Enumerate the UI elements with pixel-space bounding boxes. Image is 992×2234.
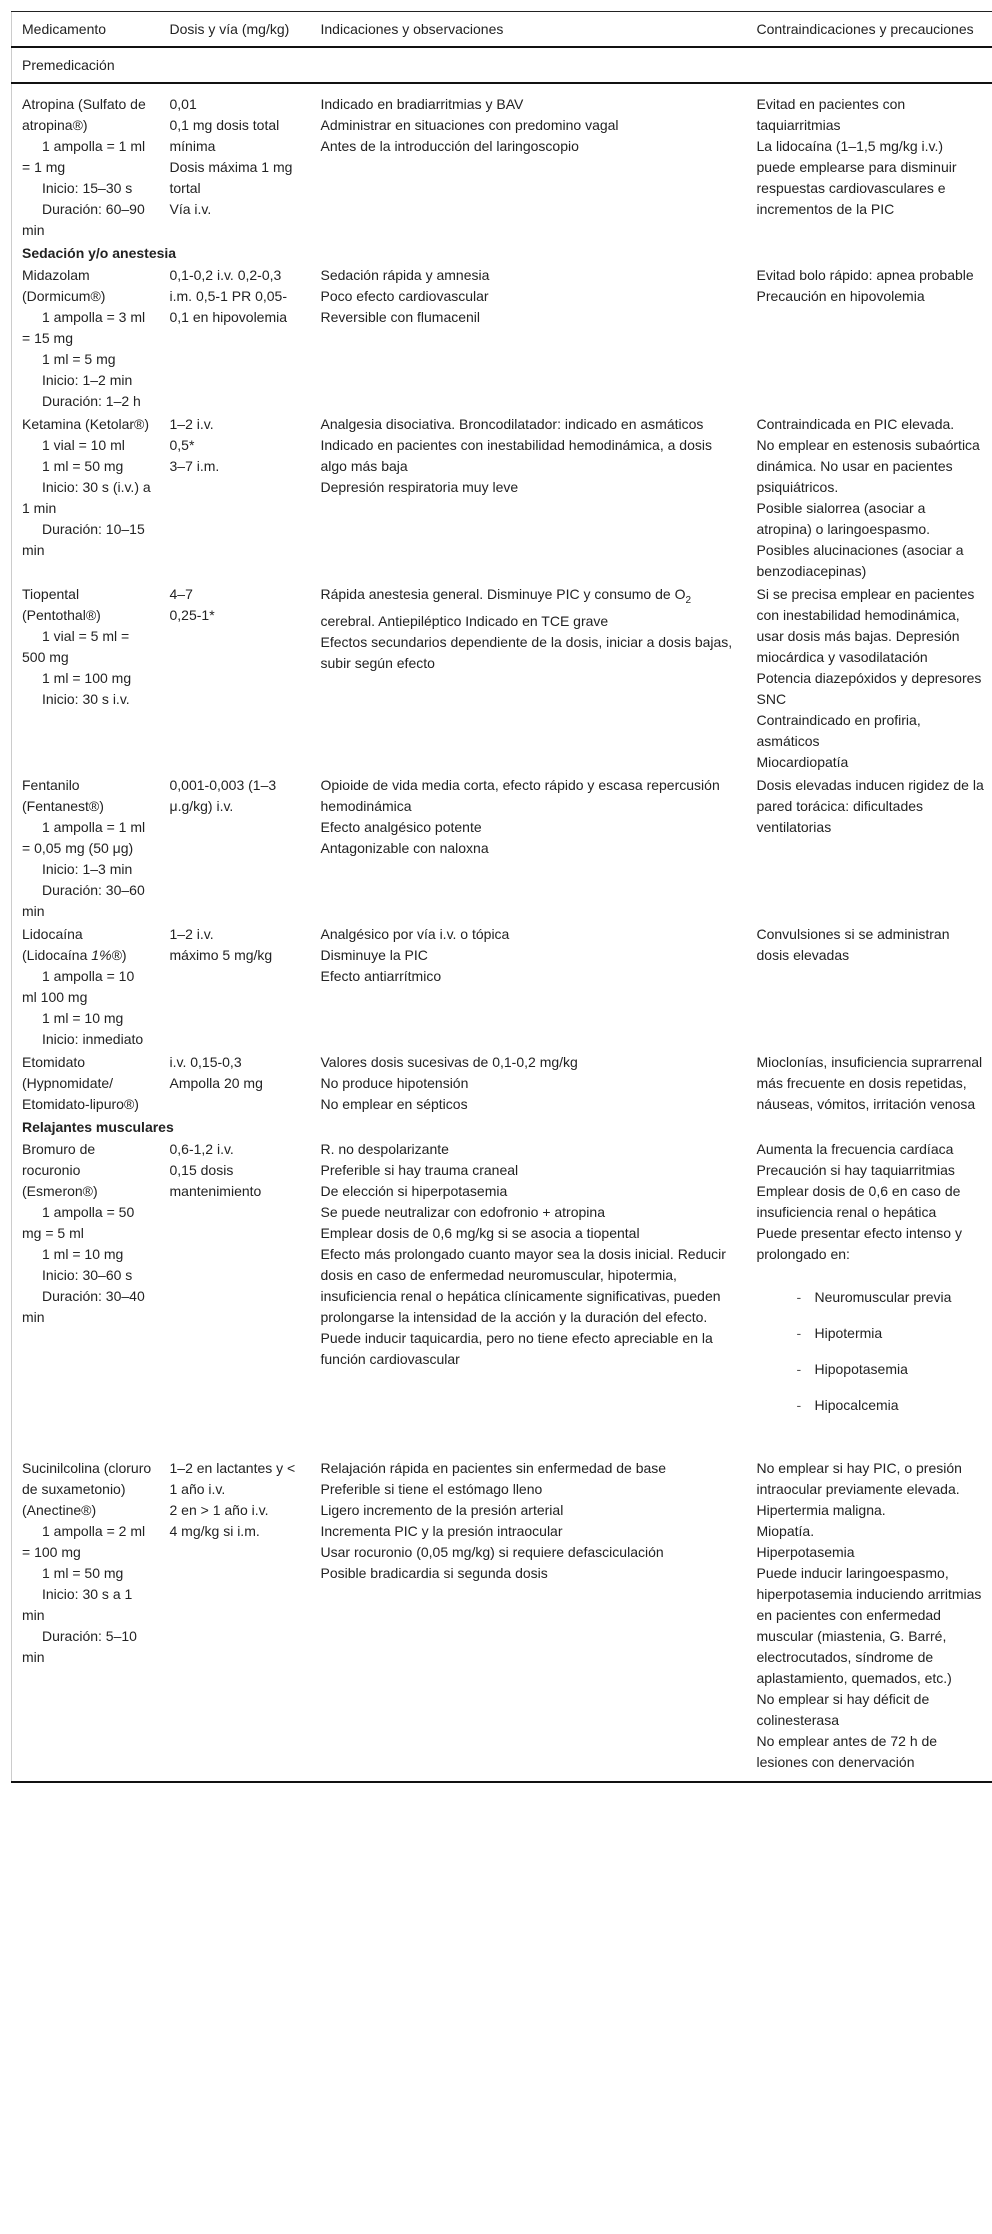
medication-cell bbox=[12, 413, 160, 583]
contraindication-line: No emplear si hay déficit de colinesterasa bbox=[756, 1691, 930, 1728]
medication-line: 1 ml = 50 mg bbox=[42, 1565, 124, 1581]
dose-cell bbox=[160, 1457, 311, 1782]
table-row bbox=[12, 923, 992, 1051]
medication-line: Inicio: 15–30 s bbox=[42, 180, 133, 196]
table-row bbox=[12, 774, 992, 923]
medication-cell bbox=[12, 1457, 160, 1782]
indication-line: Administrar en situaciones con predomino vagal bbox=[320, 117, 619, 133]
text-segment: ) bbox=[121, 947, 127, 963]
table-row bbox=[12, 583, 992, 774]
medication-line: Fentanilo (Fentanest®) bbox=[22, 777, 104, 814]
dose-line: 0,5* bbox=[169, 437, 195, 453]
indication-line: Incrementa PIC y la presión intraocular bbox=[320, 1523, 563, 1539]
contraindications-cell bbox=[747, 413, 992, 583]
dose-cell bbox=[160, 1138, 311, 1457]
medication-cell bbox=[12, 264, 160, 413]
text-segment: 2 bbox=[685, 594, 692, 606]
indications-cell bbox=[311, 1457, 747, 1782]
medication-line: 1 ml = 50 mg bbox=[42, 458, 124, 474]
indication-line: Antagonizable con naloxna bbox=[320, 840, 489, 856]
indication-line: No produce hipotensión bbox=[320, 1075, 469, 1091]
contraindication-line: No emplear si hay PIC, o presión intraocular previamente elevada. bbox=[756, 1460, 962, 1497]
list-item: - Hipopotasemia bbox=[797, 1359, 985, 1380]
indication-line: Efectos secundarios dependiente de la dosis, iniciar a dosis bajas, subir según efecto bbox=[320, 633, 733, 671]
indication-line: Disminuye la PIC bbox=[320, 947, 428, 963]
dose-line: 0,25-1* bbox=[169, 607, 215, 623]
dose-cell bbox=[160, 264, 311, 413]
contraindication-line: Mioclonías, insuficiencia suprarrenal más frecuente en dosis repetidas, náuseas, vómitos, irritación venosa bbox=[756, 1054, 983, 1112]
indication-line: Efecto antiarrítmico bbox=[320, 968, 442, 984]
contraindication-line: La lidocaína (1–1,5 mg/kg i.v.) puede emplearse para disminuir respuestas cardiovasculares e incrementos de la PIC bbox=[756, 138, 957, 217]
contraindication-line: Posible sialorrea (asociar a atropina) o laringoespasmo. bbox=[756, 500, 931, 537]
contraindication-line: Convulsiones si se administran dosis elevadas bbox=[756, 926, 950, 963]
section-title: Sedación y/o anestesia bbox=[22, 245, 177, 261]
contraindication-line: Aumenta la frecuencia cardíaca bbox=[756, 1141, 954, 1157]
text-segment: cerebral. Antiepiléptico Indicado en TCE grave bbox=[320, 612, 609, 629]
header-contraindicaciones: Contraindicaciones y precauciones bbox=[756, 21, 974, 37]
indication-line: Se puede neutralizar con edofronio + atropina bbox=[320, 1204, 605, 1220]
contraindications-cell bbox=[747, 1051, 992, 1116]
indication-line: Indicado en bradiarritmias y BAV bbox=[320, 96, 524, 112]
contraindication-line: Puede inducir laringoespasmo, hiperpotasemia induciendo arritmias en pacientes con enfermedad muscular (miastenia, G. Barré, electrocutados, síndrome de aplastamiento, quemados, etc.) bbox=[756, 1565, 982, 1686]
medication-line: Inicio: inmediato bbox=[42, 1031, 144, 1047]
contraindication-line: Posibles alucinaciones (asociar a benzodiacepinas) bbox=[756, 542, 964, 579]
medication-line: Tiopental (Pentothal®) bbox=[22, 586, 101, 623]
dose-line: 1–2 i.v. bbox=[169, 416, 214, 432]
dose-line: 4 mg/kg si i.m. bbox=[169, 1523, 260, 1539]
indication-line: R. no despolarizante bbox=[320, 1141, 449, 1157]
header-indicaciones: Indicaciones y observaciones bbox=[320, 21, 504, 37]
contraindication-line: Si se precisa emplear en pacientes con inestabilidad hemodinámica, usar dosis más bajas. Depresión miocárdica y vasodilatación bbox=[756, 586, 975, 665]
indication-line: Antes de la introducción del laringoscopio bbox=[320, 138, 579, 154]
medication-line: Etomidato (Hypnomidate/ Etomidato-lipuro®) bbox=[22, 1054, 139, 1112]
indications-cell bbox=[311, 774, 747, 923]
indications-cell bbox=[311, 1138, 747, 1457]
medication-line: Sucinilcolina (cloruro de suxametonio) (Anectine®) bbox=[22, 1460, 152, 1518]
section-title: Premedicación bbox=[12, 47, 992, 83]
medication-cell bbox=[12, 774, 160, 923]
dose-cell bbox=[160, 774, 311, 923]
dose-line: 0,01 bbox=[169, 96, 197, 112]
dose-line: 0,6-1,2 i.v. bbox=[169, 1141, 234, 1157]
medication-line: Duración: 10–15 min bbox=[22, 521, 145, 558]
text-segment: 1%® bbox=[91, 947, 122, 963]
indication-line: Depresión respiratoria muy leve bbox=[320, 479, 519, 495]
contraindications-cell bbox=[747, 923, 992, 1051]
indications-cell bbox=[311, 583, 747, 774]
drug-table bbox=[11, 11, 992, 1783]
contraindications-cell bbox=[747, 1138, 992, 1457]
indication-line: Reversible con flumacenil bbox=[320, 309, 481, 325]
dose-line: 0,15 dosis mantenimiento bbox=[169, 1162, 262, 1199]
section-title: Relajantes musculares bbox=[22, 1119, 174, 1135]
table-header bbox=[12, 12, 992, 48]
section-row bbox=[12, 1116, 992, 1138]
indication-line: Analgésico por vía i.v. o tópica bbox=[320, 926, 510, 942]
dose-line: 1–2 i.v. bbox=[169, 926, 214, 942]
dose-line: 3–7 i.m. bbox=[169, 458, 220, 474]
medication-line: Inicio: 30 s (i.v.) a 1 min bbox=[22, 479, 151, 516]
text-segment: Rápida anestesia general. Disminuye PIC y consumo de O bbox=[320, 586, 686, 602]
indication-line: Usar rocuronio (0,05 mg/kg) si requiere defasciculación bbox=[320, 1544, 664, 1560]
medication-line: 1 ampolla = 2 ml = 100 mg bbox=[22, 1523, 146, 1560]
medication-line: Bromuro de rocuronio (Esmeron®) bbox=[22, 1141, 98, 1199]
medication-cell bbox=[12, 1138, 160, 1457]
contraindications-cell bbox=[747, 583, 992, 774]
contraindication-line: Precaución en hipovolemia bbox=[756, 288, 925, 304]
contraindication-line: Dosis elevadas inducen rigidez de la pared torácica: dificultades ventilatorias bbox=[756, 777, 984, 835]
medication-line: 1 ml = 10 mg bbox=[42, 1010, 124, 1026]
contraindications-cell bbox=[747, 774, 992, 923]
medication-line: Inicio: 30 s i.v. bbox=[42, 691, 130, 707]
contraindication-line: No emplear antes de 72 h de lesiones con denervación bbox=[756, 1733, 938, 1770]
medication-line: Duración: 30–40 min bbox=[22, 1288, 145, 1325]
medication-line: 1 ampolla = 1 ml = 0,05 mg (50 μg) bbox=[22, 819, 146, 856]
indication-line: Emplear dosis de 0,6 mg/kg si se asocia a tiopental bbox=[320, 1225, 640, 1241]
contraindication-line: Miopatía. bbox=[756, 1523, 815, 1539]
contraindication-list bbox=[757, 1287, 985, 1416]
indications-cell bbox=[311, 264, 747, 413]
dose-line: 1–2 en lactantes y < 1 año i.v. bbox=[169, 1460, 296, 1497]
medication-line: 1 ampolla = 1 ml = 1 mg bbox=[22, 138, 146, 175]
indication-line: Relajación rápida en pacientes sin enfermedad de base bbox=[320, 1460, 667, 1476]
section-row bbox=[12, 47, 992, 83]
contraindication-line: Evitad bolo rápido: apnea probable bbox=[756, 267, 974, 283]
indications-cell bbox=[311, 1051, 747, 1116]
indication-line: Posible bradicardia si segunda dosis bbox=[320, 1565, 548, 1581]
medication-line: 1 ampolla = 10 ml 100 mg bbox=[22, 968, 135, 1005]
table-row bbox=[12, 83, 992, 242]
contraindication-line: Contraindicada en PIC elevada. bbox=[756, 416, 955, 432]
dose-cell bbox=[160, 1051, 311, 1116]
dose-line: Ampolla 20 mg bbox=[169, 1075, 263, 1091]
medication-line: 1 ampolla = 3 ml = 15 mg bbox=[22, 309, 146, 346]
indication-line: Efecto más prolongado cuanto mayor sea la dosis inicial. Reducir dosis en caso de enfermedad neuromuscular, hipotermia, insuficiencia renal o hepática clínicamente significativas, pueden prolongarse la intensidad de la acción y la duración del efecto. Puede inducir taquicardia, pero no tiene efecto apreciable en la función cardiovascular bbox=[320, 1246, 726, 1367]
contraindication-line: Hipertermia maligna. bbox=[756, 1502, 886, 1518]
medication-cell bbox=[12, 1051, 160, 1116]
contraindications-cell bbox=[747, 1457, 992, 1782]
medication-cell bbox=[12, 583, 160, 774]
dose-cell bbox=[160, 923, 311, 1051]
medication-line: Inicio: 30–60 s bbox=[42, 1267, 133, 1283]
table-row bbox=[12, 1051, 992, 1116]
indication-line: Preferible si hay trauma craneal bbox=[320, 1162, 519, 1178]
table-row bbox=[12, 1138, 992, 1457]
indication-line: Efecto analgésico potente bbox=[320, 819, 482, 835]
dose-line: 0,001-0,003 (1–3 μ.g/kg) i.v. bbox=[169, 777, 277, 814]
indication-line: Valores dosis sucesivas de 0,1-0,2 mg/kg bbox=[320, 1054, 578, 1070]
medication-line: Duración: 1–2 h bbox=[42, 393, 141, 409]
indication-line: Poco efecto cardiovascular bbox=[320, 288, 489, 304]
contraindication-line: Emplear dosis de 0,6 en caso de insuficiencia renal o hepática bbox=[756, 1183, 961, 1220]
medication-line: Atropina (Sulfato de atropina®) bbox=[22, 96, 146, 133]
text-segment: Lidocaína (Lidocaína bbox=[22, 926, 92, 963]
medication-line: Midazolam (Dormicum®) bbox=[22, 267, 106, 304]
medication-line: Inicio: 1–2 min bbox=[42, 372, 133, 388]
indications-cell bbox=[311, 83, 747, 242]
dose-line: i.v. 0,15-0,3 bbox=[169, 1054, 242, 1070]
medication-line: 1 vial = 5 ml = 500 mg bbox=[22, 628, 130, 665]
list-item: - Hipocalcemia bbox=[797, 1395, 985, 1416]
header-medicamento: Medicamento bbox=[22, 21, 107, 37]
table-row bbox=[12, 1457, 992, 1782]
medication-line: Duración: 5–10 min bbox=[22, 1628, 137, 1665]
indications-cell bbox=[311, 413, 747, 583]
indication-line: Indicado en pacientes con inestabilidad hemodinámica, a dosis algo más baja bbox=[320, 437, 712, 474]
dose-line: 4–7 bbox=[169, 586, 193, 602]
table-row bbox=[12, 413, 992, 583]
contraindication-line: Precaución si hay taquiarritmias bbox=[756, 1162, 955, 1178]
contraindication-line: No emplear en estenosis subaórtica dinámica. No usar en pacientes psiquiátricos. bbox=[756, 437, 980, 495]
medication-line: Inicio: 30 s a 1 min bbox=[22, 1586, 133, 1623]
medication-line: 1 vial = 10 ml bbox=[42, 437, 125, 453]
contraindication-line: Evitad en pacientes con taquiarritmias bbox=[756, 96, 906, 133]
indication-line: No emplear en sépticos bbox=[320, 1096, 468, 1112]
medication-line: Ketamina (Ketolar®) bbox=[22, 416, 150, 432]
indication-line: Sedación rápida y amnesia bbox=[320, 267, 490, 283]
indication-line: Ligero incremento de la presión arterial bbox=[320, 1502, 564, 1518]
medication-line: Inicio: 1–3 min bbox=[42, 861, 133, 877]
indication-line: Opioide de vida media corta, efecto rápido y escasa repercusión hemodinámica bbox=[320, 777, 720, 814]
medication-line: 1 ampolla = 50 mg = 5 ml bbox=[22, 1204, 135, 1241]
contraindications-cell bbox=[747, 264, 992, 413]
section-row bbox=[12, 242, 992, 264]
indication-line bbox=[321, 584, 739, 632]
contraindication-line: Miocardiopatía bbox=[756, 754, 849, 770]
indications-cell bbox=[311, 923, 747, 1051]
table-body bbox=[12, 47, 992, 1782]
medication-line: 1 ml = 100 mg bbox=[42, 670, 132, 686]
dose-line: máximo 5 mg/kg bbox=[169, 947, 273, 963]
dose-line: Dosis máxima 1 mg tortal bbox=[169, 159, 293, 196]
contraindication-line: Contraindicado en profiria, asmáticos bbox=[756, 712, 921, 749]
header-dosis: Dosis y vía (mg/kg) bbox=[169, 21, 290, 37]
dose-line: 0,1-0,2 i.v. 0,2-0,3 i.m. 0,5-1 PR 0,05-0,1 en hipovolemia bbox=[169, 267, 288, 325]
list-item: - Neuromuscular previa bbox=[797, 1287, 985, 1308]
medication-cell bbox=[12, 923, 160, 1051]
contraindications-cell bbox=[747, 83, 992, 242]
medication-line: Duración: 60–90 min bbox=[22, 201, 145, 238]
indication-line: De elección si hiperpotasemia bbox=[320, 1183, 508, 1199]
dose-cell bbox=[160, 583, 311, 774]
dose-line: 2 en > 1 año i.v. bbox=[169, 1502, 269, 1518]
contraindication-line: Potencia diazepóxidos y depresores SNC bbox=[756, 670, 982, 707]
indication-line: Analgesia disociativa. Broncodilatador: indicado en asmáticos bbox=[320, 416, 704, 432]
dose-cell bbox=[160, 413, 311, 583]
list-item: - Hipotermia bbox=[797, 1323, 985, 1344]
table-row bbox=[12, 264, 992, 413]
contraindication-line: Hiperpotasemia bbox=[756, 1544, 855, 1560]
medication-line: 1 ml = 10 mg bbox=[42, 1246, 124, 1262]
medication-line: 1 ml = 5 mg bbox=[42, 351, 116, 367]
dose-line: Vía i.v. bbox=[169, 201, 212, 217]
dose-cell bbox=[160, 83, 311, 242]
medication-line: Duración: 30–60 min bbox=[22, 882, 145, 919]
medication-line bbox=[22, 924, 152, 966]
dose-line: 0,1 mg dosis total mínima bbox=[169, 117, 280, 154]
indication-line: Preferible si tiene el estómago lleno bbox=[320, 1481, 543, 1497]
medication-cell bbox=[12, 83, 160, 242]
contraindication-line: Puede presentar efecto intenso y prolongado en: bbox=[756, 1225, 962, 1262]
